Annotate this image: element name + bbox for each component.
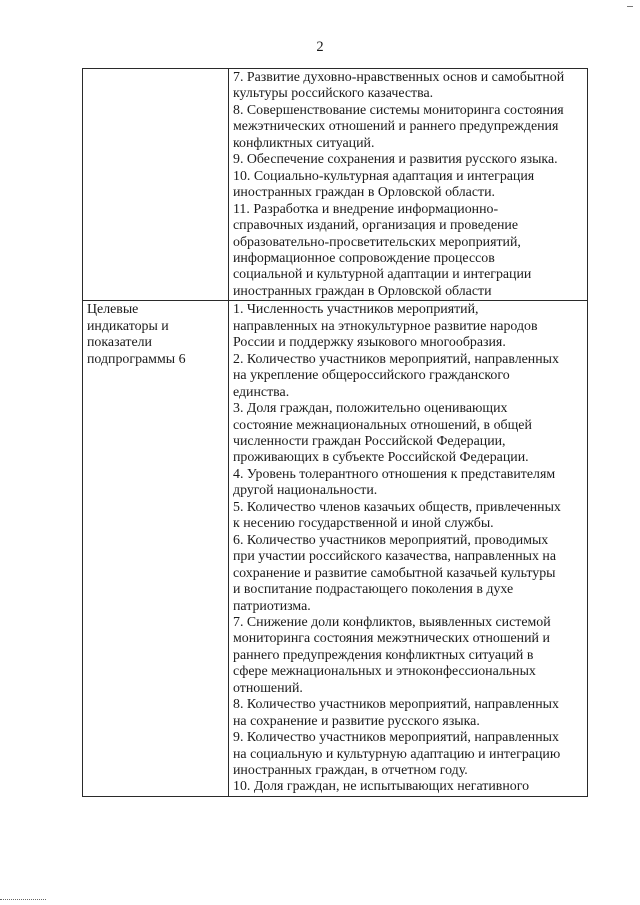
indicator-line: и воспитание подрастающего поколения в духе (233, 582, 514, 598)
page-number: 2 (316, 39, 324, 55)
task-line: 10. Социально-культурная адаптация и интеграция (233, 168, 535, 184)
indicator-line: раннего предупреждения конфликтных ситуаций в (233, 647, 534, 663)
indicator-line: отношений. (233, 680, 303, 696)
task-line: культуры российского казачества. (233, 86, 434, 102)
corner-scan-mark (627, 6, 633, 7)
indicator-line: сохранение и развитие самобытной казачьей культуры (233, 565, 556, 581)
indicator-line: на сохранение и развитие русского языка. (233, 713, 480, 729)
indicator-line: проживающих в субъекте Российской Федерации. (233, 450, 529, 466)
footer-dotted-mark (0, 899, 46, 901)
task-line: межэтнических отношений и раннего предупреждения (233, 119, 559, 135)
indicator-line: 9. Количество участников мероприятий, направленных (233, 730, 559, 746)
indicator-line: направленных на этнокультурное развитие народов (233, 318, 538, 334)
indicator-line: на социальную и культурную адаптацию и интеграцию (233, 746, 561, 762)
table-row-indicators (83, 301, 588, 797)
row-label-empty (83, 69, 229, 301)
indicator-line: на укрепление общероссийского гражданского (233, 368, 510, 384)
indicator-line: сфере межнациональных и этноконфессиональных (233, 664, 536, 680)
indicator-line: мониторинга состояния межэтнических отношений и (233, 631, 550, 647)
indicators-label-cell (83, 301, 229, 797)
indicators-label-line: Целевые (87, 302, 139, 318)
task-line: 8. Совершенствование системы мониторинга состояния (233, 102, 564, 118)
indicator-line: 7. Снижение доли конфликтов, выявленных системой (233, 614, 551, 630)
indicator-line: другой национальности. (233, 483, 378, 499)
subprogram-passport-table (82, 68, 588, 797)
task-line: справочных изданий, организация и проведение (233, 218, 519, 234)
indicators-cell (229, 301, 588, 797)
indicator-line: 8. Количество участников мероприятий, направленных (233, 697, 559, 713)
indicator-line: 1. Численность участников мероприятий, (233, 302, 479, 318)
indicators-label-line: показатели (87, 335, 152, 351)
indicators-label-line: индикаторы и (87, 318, 169, 334)
task-line: иностранных граждан в Орловской области. (233, 185, 495, 201)
task-line: 9. Обеспечение сохранения и развития русского языка. (233, 152, 558, 168)
indicators-label-line: подпрограммы 6 (87, 351, 186, 367)
indicator-line: численности граждан Российской Федерации, (233, 433, 506, 449)
indicator-line: 4. Уровень толерантного отношения к представителям (233, 466, 556, 482)
task-line: иностранных граждан в Орловской области (233, 283, 492, 299)
indicator-line: иностранных граждан, в отчетном году. (233, 763, 468, 779)
indicator-line: состояние межнациональных отношений, в общей (233, 417, 532, 433)
indicator-line: 5. Количество членов казачьих обществ, привлеченных (233, 499, 561, 515)
tasks-cell (229, 69, 588, 301)
indicator-line: единства. (233, 384, 290, 400)
task-line: информационное сопровождение процессов (233, 250, 495, 266)
indicator-line: при участии российского казачества, направленных на (233, 549, 556, 565)
task-line: 7. Развитие духовно-нравственных основ и самобытной (233, 70, 565, 85)
task-line: социальной и культурной адаптации и интеграции (233, 267, 532, 283)
indicator-line: патриотизма. (233, 598, 311, 614)
task-line: конфликтных ситуаций. (233, 135, 375, 151)
task-line: образовательно-просветительских мероприятий, (233, 234, 521, 250)
task-line: 11. Разработка и внедрение информационно- (233, 201, 499, 217)
indicator-line: 10. Доля граждан, не испытывающих негативного (233, 779, 530, 795)
indicator-line: 2. Количество участников мероприятий, направленных (233, 351, 559, 367)
indicator-line: 3. Доля граждан, положительно оценивающих (233, 401, 508, 417)
indicator-line: 6. Количество участников мероприятий, проводимых (233, 532, 549, 548)
indicator-line: к несению государственной и иной службы. (233, 516, 494, 532)
table-row-tasks (83, 69, 588, 301)
indicator-line: России и поддержку языкового многообразия. (233, 335, 506, 351)
